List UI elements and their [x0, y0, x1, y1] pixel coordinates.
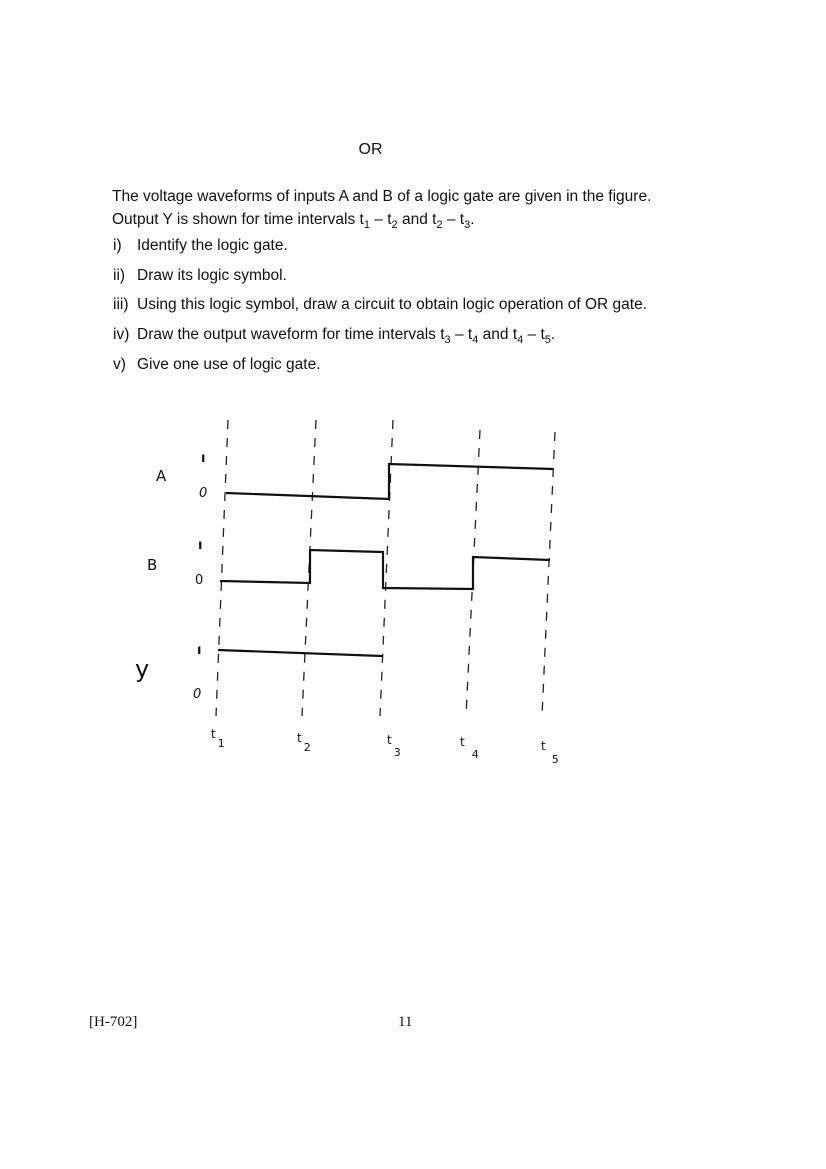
time-label-t3: t3: [387, 733, 401, 759]
level-label-a-high: ı: [201, 451, 206, 466]
waveform-a: [226, 464, 553, 499]
time-label-t4: t4: [460, 735, 479, 761]
signal-label-b: B: [147, 556, 158, 574]
intro-line-1: The voltage waveforms of inputs A and B of a logic gate are given in the figure.: [112, 188, 652, 205]
level-label-b-low: 0: [195, 573, 204, 588]
time-label-t1: t1: [211, 727, 225, 750]
time-gridline-t5: [542, 432, 555, 716]
question-item: v) Give one use of logic gate.: [113, 356, 321, 373]
time-label-t5: t5: [541, 739, 559, 766]
waveform-b: [220, 550, 550, 589]
question-item: i) Identify the logic gate.: [113, 237, 288, 254]
level-label-y-high: ı: [197, 643, 202, 658]
signal-label-y: y: [135, 655, 150, 683]
signal-label-a: A: [156, 467, 167, 485]
page-number: 11: [398, 1014, 413, 1030]
question-item: ii) Draw its logic symbol.: [113, 267, 287, 284]
or-heading: OR: [358, 141, 383, 158]
time-gridline-t1: [216, 420, 228, 716]
question-item: iii) Using this logic symbol, draw a circuit to obtain logic operation of OR gate.: [113, 296, 648, 313]
level-label-b-high: ı: [198, 538, 203, 553]
waveform-y: [218, 650, 383, 656]
level-label-y-low: 0: [193, 687, 202, 702]
question-item: iv) Draw the output waveform for time intervals $t_3 - t_4$ and $t_4 - t_5$.: [113, 326, 556, 346]
paper-code: [H-702]: [89, 1014, 138, 1030]
intro-line-2: Output Y is shown for time intervals $t_1 - t_2$ and $t_2 - t_3$.: [112, 211, 475, 231]
level-label-a-low: 0: [199, 486, 208, 501]
time-label-t2: t2: [297, 731, 311, 754]
